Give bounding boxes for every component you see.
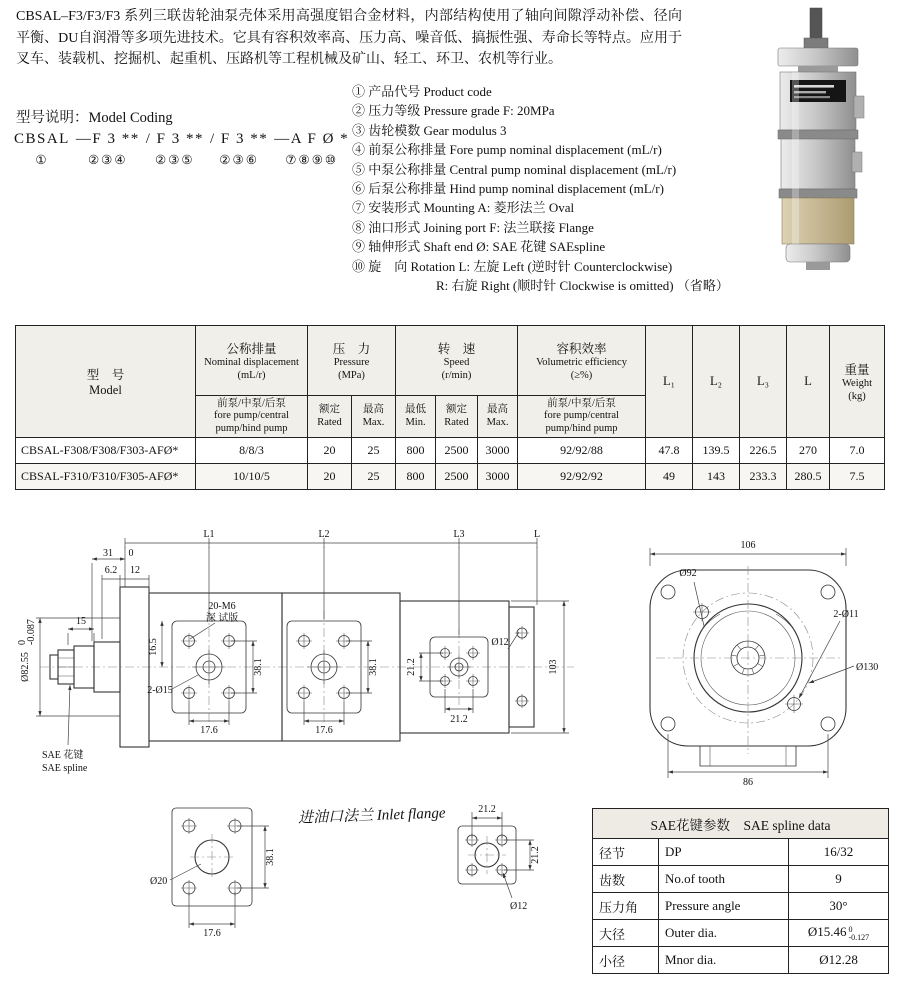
col-header-l3: L₃ [740,326,787,438]
header-displacement-unit: (mL/r) [237,369,266,381]
spline-cell-value: 16/32 [789,839,889,866]
col-subheader-speed-rated [436,396,478,438]
cell-speed-max: 3000 [478,464,518,490]
cell-l3: 226.5 [740,438,787,464]
spline-row [593,866,889,893]
dim-label-31: 31 [103,548,113,559]
cell-l2: 143 [693,464,740,490]
subheader-pumps-en1: fore pump/central [544,410,619,422]
col-header-displacement [196,326,308,396]
drawing-inlet-flange [142,796,312,951]
col-header-model [16,326,196,438]
dim-label-21-2-top: 21.2 [478,804,496,815]
col-subheader-pumps-displacement [196,396,308,438]
formula-segment [274,131,349,168]
col-header-pressure [308,326,396,396]
spline-cell-value: 9 [789,866,889,893]
col-subheader-speed-min [396,396,436,438]
dim-label-15: 15 [76,616,86,627]
cell-displacement: 10/10/5 [196,464,308,490]
spline-cell-en: No.of tooth [659,866,789,893]
formula-segment [76,131,140,168]
drawing-mounting-flange [598,518,893,793]
formula-top: —F 3 ** [75,131,140,147]
dim-label-86: 86 [743,777,753,788]
spline-cell-en: Pressure angle [659,893,789,920]
spline-cell-en: DP [659,839,789,866]
legend-item-3: ③ 齿轮模数 Gear modulus 3 [352,122,507,138]
formula-segment [146,131,204,168]
spec-table [15,325,885,490]
legend-item-9: ⑨ 轴伸形式 Shaft end Ø: SAE 花键 SAEspline [352,239,606,255]
col-subheader-pressure-rated [308,396,352,438]
subheader-max-cn: 最高 [487,404,509,415]
legend-item-10: ⑩ 旋 向 Rotation L: 左旋 Left (逆时针 Counterclockwise) [352,258,673,274]
table-row [16,438,885,464]
spline-cell-value: 30° [789,893,889,920]
dim-label-l3: L3 [453,529,465,540]
spline-cell-value: Ø12.28 [789,947,889,974]
dim-label-l1: L1 [203,529,215,540]
pump-photo-shapes [778,8,864,270]
formula-top: / F 3 ** [145,131,204,147]
header-efficiency-en: Volumetric efficiency [536,357,627,368]
subheader-min-en: Min. [405,416,426,428]
cell-weight: 7.5 [830,464,885,490]
col-header-l: L [787,326,830,438]
outlet-flange-outline [458,826,516,884]
spline-cell-en: Mnor dia. [659,947,789,974]
formula-segment [14,131,70,168]
dim-label-o20: Ø20 [150,876,168,887]
dim-label-17-6: 17.6 [203,928,221,939]
dim-label-12: 12 [130,565,140,576]
header-efficiency-unit: (≥%) [570,369,593,381]
cell-model: CBSAL-F310/F310/F305-AFØ* [16,464,196,490]
legend-item-2: ② 压力等级 Pressure grade F: 20MPa [352,103,555,119]
cell-efficiency: 92/92/88 [518,438,646,464]
spline-cell-value [789,920,889,947]
dim-label-17-6-b: 17.6 [315,725,333,736]
formula-top: CBSAL [14,131,70,147]
dim-label-21-2-left: 21.2 [406,658,417,676]
header-weight-unit: (kg) [848,390,866,402]
spline-row [593,893,889,920]
holes-label-2-o15: 2-Ø15 [147,685,173,696]
subheader-pumps-en2: pump/hind pump [545,422,618,434]
dim-label-l: L [533,529,541,540]
model-coding-legend [352,82,762,295]
spline-cell-cn: 径节 [593,839,659,866]
shaft-dia-tol-top: 0 [17,640,28,645]
cell-pressure-rated: 20 [308,438,352,464]
cell-l: 280.5 [787,464,830,490]
table-row [16,464,885,490]
header-pressure-en: Pressure [333,357,370,368]
drawing-pump-side-view [12,505,592,805]
cell-speed-max: 3000 [478,438,518,464]
flange-details [656,566,840,766]
dim-label-38-1: 38.1 [265,848,276,866]
thread-label: 20-M6 [208,601,236,612]
cell-speed-min: 800 [396,464,436,490]
formula-circled-numbers: ②③④ [87,153,128,167]
dim-label-21-2-side: 21.2 [530,846,541,864]
dim-label-o12: Ø12 [510,901,528,912]
subheader-rated-cn: 额定 [446,404,468,415]
cell-speed-rated: 2500 [436,438,478,464]
formula-top: —A F Ø * [274,131,350,147]
cell-weight: 7.0 [830,438,885,464]
formula-segment [210,131,268,168]
intro-paragraph: CBSAL–F3/F3/F3 系列三联齿轮油泵壳体采用高强度铝合金材料，内部结构使用了轴向间隙浮动补偿、径向平衡、DU自润滑等多项先进技术。它具有容积效率高、压力高、噪音低、搞振性强、寿命长等特点。应用于叉车、装载机、挖掘机、起重机、压路机等工程机械及矿山、轻工、环卫、农机等行业。 [16,9,682,67]
legend-item-6: ⑥ 后泵公称排量 Hind pump nominal displacement (mL/r) [352,181,664,197]
sae-spline-table [592,808,889,974]
header-speed-en: Speed [443,357,470,368]
spline-value-base: Ø15.46 [807,924,847,940]
subheader-max-en: Max. [362,416,385,428]
sae-spline-table-title: SAE花键参数 SAE spline data [593,809,889,839]
subheader-rated-cn: 额定 [319,404,340,415]
header-weight-cn: 重量 [844,363,870,377]
dim-label-l2: L2 [318,529,330,540]
pump-photo [748,6,888,274]
spline-value-tol-bottom: -0.127 [848,932,870,942]
holes-label-2-o11: 2-Ø11 [833,609,859,620]
header-weight-en: Weight [841,378,873,389]
thread-note: 深 试版 [205,613,239,624]
cell-pressure-max: 25 [352,438,396,464]
legend-item-7: ⑦ 安装形式 Mounting A: 菱形法兰 Oval [352,200,575,216]
formula-circled-numbers: ②③⑥ [219,153,259,167]
dim-label-0: 0 [128,548,134,559]
cell-efficiency: 92/92/92 [518,464,646,490]
spline-cell-cn: 齿数 [593,866,659,893]
subheader-pumps-cn: 前泵/中泵/后泵 [217,397,286,409]
dim-label-6-2: 6.2 [104,565,118,576]
header-model-en: Model [89,383,122,397]
inlet-flange-title: 进油口法兰 Inlet flange [297,805,446,827]
inlet-flange-outline [172,808,252,906]
header-speed-unit: (r/min) [441,369,472,381]
subheader-pumps-cn: 前泵/中泵/后泵 [547,397,616,409]
legend-item-8: ⑧ 油口形式 Joining port F: 法兰联接 Flange [352,219,594,235]
sae-spline-label-cn: SAE 花键 [42,750,84,761]
legend-item-10b: R: 右旋 Right (顺时针 Clockwise is omitted) （省略） [436,278,729,294]
dim-label-21-2-bottom: 21.2 [450,714,468,725]
dim-label-106: 106 [740,540,756,551]
cell-speed-rated: 2500 [436,464,478,490]
subheader-pumps-en1: fore pump/central [214,410,289,422]
dim-label-38-1-a: 38.1 [253,658,264,676]
cell-l1: 49 [646,464,693,490]
header-pressure-unit: (MPa) [338,369,365,381]
cell-displacement: 8/8/3 [196,438,308,464]
header-displacement-cn: 公称排量 [226,342,277,356]
col-header-speed [396,326,518,396]
spline-row [593,947,889,974]
subheader-max-cn: 最高 [363,404,384,415]
col-header-weight [830,326,885,438]
subheader-max-en: Max. [486,416,509,428]
cell-speed-min: 800 [396,438,436,464]
legend-item-1: ① 产品代号 Product code [352,84,492,99]
dim-label-o130: Ø130 [856,662,879,673]
dim-label-38-1-b: 38.1 [368,658,379,676]
header-pressure-cn: 压 力 [332,342,371,356]
cell-l1: 47.8 [646,438,693,464]
cell-l2: 139.5 [693,438,740,464]
cell-model: CBSAL-F308/F308/F303-AFØ* [16,438,196,464]
drawing-outlet-flange [420,798,570,943]
header-displacement-en: Nominal displacement [204,357,299,368]
dim-label-17-6-a: 17.6 [200,725,218,736]
shaft-diameter-label [17,619,37,682]
flange-dimension-lines [650,548,854,778]
col-header-efficiency [518,326,646,396]
formula-circled-numbers: ②③⑤ [155,153,195,167]
header-speed-cn: 转 速 [437,342,476,356]
spline-row [593,920,889,947]
cell-l: 270 [787,438,830,464]
subheader-rated-en: Rated [444,416,469,428]
col-subheader-pumps-efficiency [518,396,646,438]
dim-label-o12: Ø12 [491,637,509,648]
spline-cell-en: Outer dia. [659,920,789,947]
dim-label-16-5: 16.5 [148,638,159,656]
legend-item-4: ④ 前泵公称排量 Fore pump nominal displacement (mL/r) [352,142,662,158]
cell-l3: 233.3 [740,464,787,490]
cell-pressure-rated: 20 [308,464,352,490]
model-coding-formula [14,131,355,168]
header-model-cn: 型 号 [86,368,125,382]
spline-cell-cn: 压力角 [593,893,659,920]
col-header-l2: L₂ [693,326,740,438]
col-header-l1: L₁ [646,326,693,438]
dim-label-103: 103 [548,659,559,675]
subheader-rated-en: Rated [317,416,342,428]
spline-cell-cn: 大径 [593,920,659,947]
formula-top: / F 3 ** [209,131,269,147]
legend-item-5: ⑤ 中泵公称排量 Central pump nominal displacement (mL/r) [352,161,677,177]
shaft-dia-value: Ø82.55 [20,652,31,682]
spline-row [593,839,889,866]
subheader-min-cn: 最低 [405,404,427,415]
shaft-dia-tol-bottom: -0.087 [26,619,37,645]
spline-cell-cn: 小径 [593,947,659,974]
cell-pressure-max: 25 [352,464,396,490]
col-subheader-pressure-max [352,396,396,438]
model-coding-title: 型号说明：Model Coding [16,110,173,126]
header-efficiency-cn: 容积效率 [556,342,607,356]
sae-spline-label-en: SAE spline [42,763,88,774]
formula-circled-numbers: ① [35,153,49,167]
formula-circled-numbers: ⑦⑧⑨⑩ [285,153,339,167]
dim-label-o92: Ø92 [679,568,697,579]
spline-value-tol-top: 0 [848,924,853,934]
subheader-pumps-en2: pump/hind pump [215,422,288,434]
col-subheader-speed-max [478,396,518,438]
